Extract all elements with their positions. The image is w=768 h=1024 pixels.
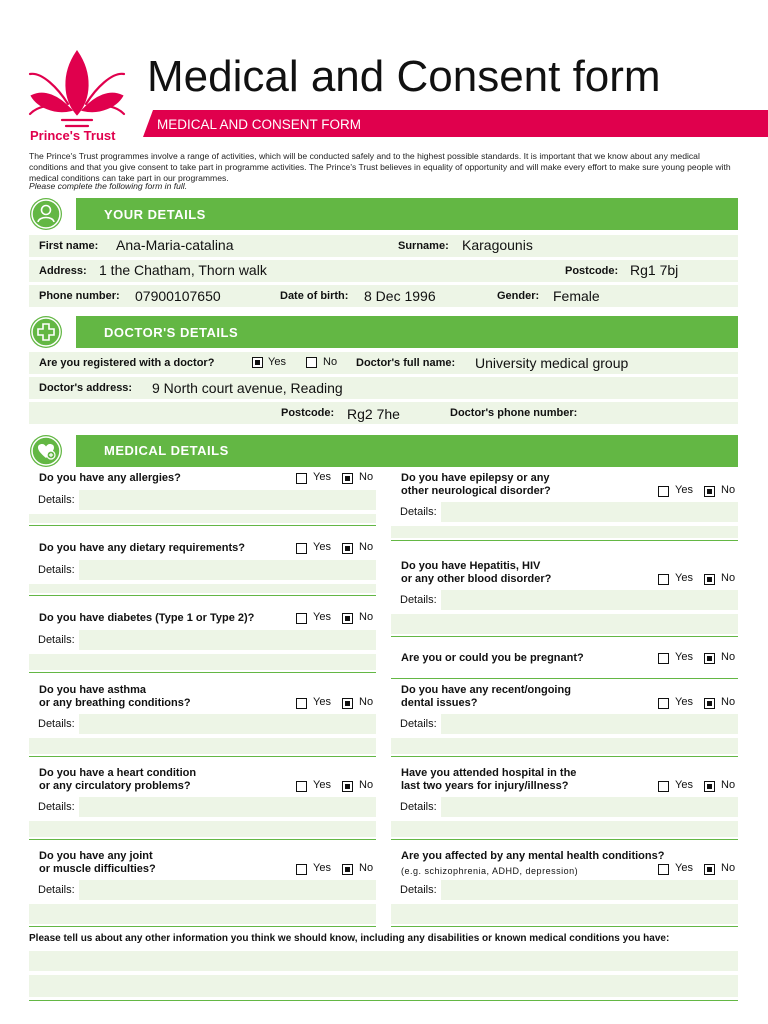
no-label: No xyxy=(721,572,736,584)
no-checkbox[interactable] xyxy=(342,473,353,484)
yes-label: Yes xyxy=(313,471,331,483)
details-label: Details: xyxy=(400,718,437,730)
yes-checkbox[interactable] xyxy=(296,473,307,484)
postcode-field[interactable]: Rg1 7bj xyxy=(630,262,679,278)
medical-details-title: MEDICAL DETAILS xyxy=(104,443,229,458)
registered-yes-label: Yes xyxy=(268,356,286,368)
question-text: Are you affected by any mental health conditions? xyxy=(401,850,665,862)
details-field-2[interactable] xyxy=(391,821,738,837)
details-field-2[interactable] xyxy=(391,526,738,538)
no-label: No xyxy=(721,696,736,708)
question-divider xyxy=(391,756,738,757)
question-text: Have you attended hospital in the xyxy=(401,767,577,779)
doctor-name-label: Doctor's full name: xyxy=(356,357,456,369)
details-label: Details: xyxy=(38,494,75,506)
no-checkbox[interactable] xyxy=(342,543,353,554)
logo-text: Prince's Trust xyxy=(30,128,116,143)
details-label: Details: xyxy=(38,564,75,576)
question-text: or any circulatory problems? xyxy=(39,780,191,792)
no-label: No xyxy=(359,779,374,791)
question-divider xyxy=(391,926,738,927)
details-field-2[interactable] xyxy=(29,514,376,523)
yes-label: Yes xyxy=(675,862,693,874)
no-label: No xyxy=(359,611,374,623)
question-text: Do you have epilepsy or any xyxy=(401,472,550,484)
details-field[interactable] xyxy=(29,560,376,580)
details-label: Details: xyxy=(38,801,75,813)
no-checkbox[interactable] xyxy=(342,613,353,624)
yes-checkbox[interactable] xyxy=(658,864,669,875)
details-field[interactable] xyxy=(29,880,376,900)
yes-checkbox[interactable] xyxy=(658,574,669,585)
registered-label: Are you registered with a doctor? xyxy=(39,357,215,369)
question-divider xyxy=(29,672,376,673)
yes-label: Yes xyxy=(675,651,693,663)
question-text: Do you have any joint xyxy=(39,850,153,862)
details-field-2[interactable] xyxy=(391,738,738,754)
other-info-label: Please tell us about any other information you think we should know, including any disabilities or known medical conditions you have: xyxy=(29,933,670,944)
yes-checkbox[interactable] xyxy=(296,864,307,875)
question-divider xyxy=(29,595,376,596)
question-text: or any breathing conditions? xyxy=(39,697,191,709)
details-field[interactable] xyxy=(391,797,738,817)
no-label: No xyxy=(359,471,374,483)
phone-field[interactable]: 07900107650 xyxy=(135,288,221,304)
details-field-2[interactable] xyxy=(391,904,738,924)
no-checkbox[interactable] xyxy=(342,781,353,792)
question-text: other neurological disorder? xyxy=(401,485,551,497)
yes-label: Yes xyxy=(313,541,331,553)
no-label: No xyxy=(721,862,736,874)
no-label: No xyxy=(721,779,736,791)
banner-text: MEDICAL AND CONSENT FORM xyxy=(157,117,362,132)
question-divider xyxy=(391,678,738,679)
question-text: or muscle difficulties? xyxy=(39,863,156,875)
postcode-label: Postcode: xyxy=(565,265,619,277)
doctor-postcode-field[interactable]: Rg2 7he xyxy=(347,406,400,422)
details-field-2[interactable] xyxy=(29,654,376,670)
address-label: Address: xyxy=(39,265,87,277)
doctor-name-field[interactable]: University medical group xyxy=(475,355,629,371)
yes-checkbox[interactable] xyxy=(658,781,669,792)
yes-label: Yes xyxy=(313,696,331,708)
no-checkbox[interactable] xyxy=(342,864,353,875)
registered-yes-checkbox[interactable] xyxy=(252,357,263,368)
medical-cross-icon xyxy=(30,316,62,348)
yes-label: Yes xyxy=(675,572,693,584)
yes-label: Yes xyxy=(675,696,693,708)
question-text: Do you have Hepatitis, HIV xyxy=(401,560,541,572)
question-text: Are you or could you be pregnant? xyxy=(401,652,584,664)
phone-label: Phone number: xyxy=(39,290,120,302)
details-label: Details: xyxy=(400,884,437,896)
no-label: No xyxy=(359,541,374,553)
details-field[interactable] xyxy=(391,590,738,610)
gender-label: Gender: xyxy=(497,290,540,302)
person-icon xyxy=(30,198,62,230)
no-checkbox[interactable] xyxy=(704,698,715,709)
question-divider xyxy=(391,839,738,840)
question-divider xyxy=(29,926,376,927)
question-divider xyxy=(29,839,376,840)
no-checkbox[interactable] xyxy=(704,653,715,664)
no-checkbox[interactable] xyxy=(704,574,715,585)
yes-label: Yes xyxy=(313,779,331,791)
no-checkbox[interactable] xyxy=(342,698,353,709)
details-field[interactable] xyxy=(391,714,738,734)
yes-checkbox[interactable] xyxy=(296,613,307,624)
details-field-2[interactable] xyxy=(391,614,738,634)
no-checkbox[interactable] xyxy=(704,486,715,497)
question-text: dental issues? xyxy=(401,697,478,709)
details-field-2[interactable] xyxy=(29,904,376,924)
first-name-label: First name: xyxy=(39,240,99,252)
yes-label: Yes xyxy=(313,862,331,874)
address-field[interactable]: 1 the Chatham, Thorn walk xyxy=(99,262,267,278)
doctor-address-field[interactable]: 9 North court avenue, Reading xyxy=(152,380,343,396)
no-checkbox[interactable] xyxy=(704,781,715,792)
surname-label: Surname: xyxy=(398,240,449,252)
yes-checkbox[interactable] xyxy=(658,486,669,497)
question-text: Do you have any recent/ongoing xyxy=(401,684,571,696)
yes-label: Yes xyxy=(675,779,693,791)
no-checkbox[interactable] xyxy=(704,864,715,875)
dob-label: Date of birth: xyxy=(280,290,349,302)
details-field[interactable] xyxy=(391,502,738,522)
question-text: Do you have diabetes (Type 1 or Type 2)? xyxy=(39,612,255,624)
question-divider xyxy=(391,540,738,541)
intro-note: Please complete the following form in full. xyxy=(29,181,188,191)
details-field[interactable] xyxy=(29,630,376,650)
first-name-field[interactable]: Ana-Maria-catalina xyxy=(116,237,234,253)
details-label: Details: xyxy=(400,506,437,518)
details-field[interactable] xyxy=(29,797,376,817)
details-label: Details: xyxy=(400,594,437,606)
no-label: No xyxy=(359,862,374,874)
dob-field[interactable]: 8 Dec 1996 xyxy=(364,288,436,304)
question-text: Do you have any allergies? xyxy=(39,472,181,484)
page-title: Medical and Consent form xyxy=(147,52,661,101)
yes-checkbox[interactable] xyxy=(296,698,307,709)
question-divider xyxy=(29,756,376,757)
details-field[interactable] xyxy=(29,714,376,734)
details-field-2[interactable] xyxy=(29,738,376,754)
question-text: or any other blood disorder? xyxy=(401,573,552,585)
yes-checkbox[interactable] xyxy=(296,781,307,792)
details-field-2[interactable] xyxy=(29,584,376,593)
registered-no-checkbox[interactable] xyxy=(306,357,317,368)
details-field[interactable] xyxy=(29,490,376,510)
question-divider xyxy=(29,525,376,526)
your-details-title: YOUR DETAILS xyxy=(104,207,206,222)
yes-label: Yes xyxy=(313,611,331,623)
doctor-phone-label: Doctor's phone number: xyxy=(450,407,578,419)
details-label: Details: xyxy=(400,801,437,813)
yes-checkbox[interactable] xyxy=(658,653,669,664)
question-text: Do you have asthma xyxy=(39,684,146,696)
question-text: Do you have a heart condition xyxy=(39,767,197,779)
details-field[interactable] xyxy=(391,880,738,900)
question-divider xyxy=(391,636,738,637)
doctors-details-title: DOCTOR'S DETAILS xyxy=(104,325,239,340)
doctor-address-label: Doctor's address: xyxy=(39,382,133,394)
details-field-2[interactable] xyxy=(29,821,376,837)
doctor-address-row xyxy=(29,377,738,399)
heart-plus-icon xyxy=(30,435,62,467)
details-label: Details: xyxy=(38,884,75,896)
surname-field[interactable]: Karagounis xyxy=(462,237,533,253)
other-info-line-2[interactable] xyxy=(29,975,738,997)
details-label: Details: xyxy=(38,634,75,646)
question-example: (e.g. schizophrenia, ADHD, depression) xyxy=(401,866,579,876)
no-label: No xyxy=(359,696,374,708)
yes-checkbox[interactable] xyxy=(658,698,669,709)
registered-no-label: No xyxy=(323,356,338,368)
no-label: No xyxy=(721,484,736,496)
no-label: No xyxy=(721,651,736,663)
yes-checkbox[interactable] xyxy=(296,543,307,554)
intro-text: The Prince's Trust programmes involve a range of activities, which will be conducted safely and to the highest possible standards. It is important that we know about any medical conditions and that you give consent to take part in programme activities. The Prince's Trust believes in equality of opportunity and will make every effort to make sure young people with medical conditions can take part in our programmes. xyxy=(29,151,731,183)
question-text: Do you have any dietary requirements? xyxy=(39,542,246,554)
other-info-line-1[interactable] xyxy=(29,951,738,971)
bottom-rule xyxy=(29,1000,738,1001)
question-text: last two years for injury/illness? xyxy=(401,780,569,792)
details-label: Details: xyxy=(38,718,75,730)
doctor-postcode-label: Postcode: xyxy=(281,407,335,419)
yes-label: Yes xyxy=(675,484,693,496)
gender-field[interactable]: Female xyxy=(553,288,600,304)
